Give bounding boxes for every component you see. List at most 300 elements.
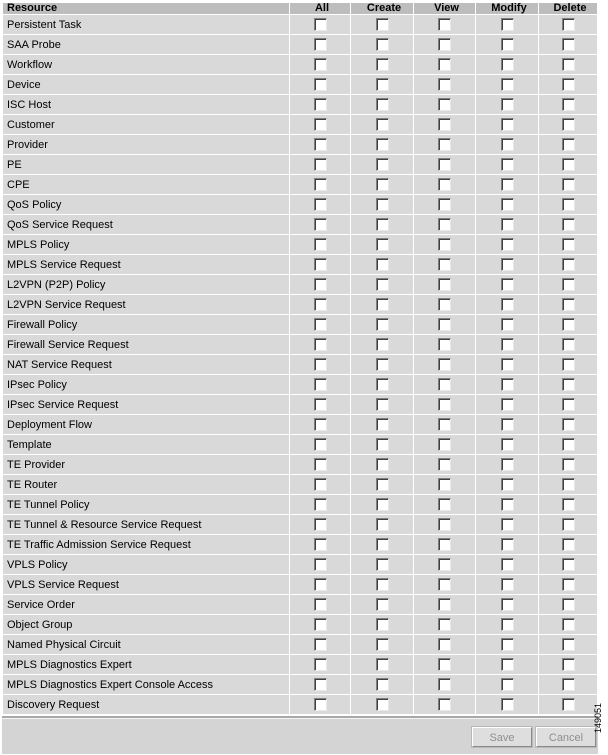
cell-view [414,355,475,374]
create-checkbox[interactable] [376,298,389,311]
create-checkbox[interactable] [376,538,389,551]
all-checkbox[interactable] [314,18,327,31]
resource-name: L2VPN (P2P) Policy [3,275,289,294]
create-checkbox[interactable] [376,338,389,351]
view-checkbox[interactable] [438,138,451,151]
cell-create [351,375,413,394]
resource-name: Firewall Policy [3,315,289,334]
cell-delete [539,595,597,614]
modify-checkbox[interactable] [501,378,514,391]
cell-create [351,575,413,594]
all-checkbox[interactable] [314,258,327,271]
modify-checkbox[interactable] [501,78,514,91]
all-checkbox[interactable] [314,458,327,471]
resource-name: Firewall Service Request [3,335,289,354]
delete-checkbox[interactable] [562,638,575,651]
all-checkbox[interactable] [314,598,327,611]
resource-name: TE Tunnel Policy [3,495,289,514]
delete-checkbox[interactable] [562,298,575,311]
delete-checkbox[interactable] [562,618,575,631]
create-checkbox[interactable] [376,98,389,111]
modify-checkbox[interactable] [501,458,514,471]
modify-checkbox[interactable] [501,258,514,271]
cell-delete [539,15,597,34]
cell-all [290,15,350,34]
cell-view [414,335,475,354]
modify-checkbox[interactable] [501,518,514,531]
cell-create [351,495,413,514]
modify-checkbox[interactable] [501,618,514,631]
table-row [3,135,597,154]
view-checkbox[interactable] [438,678,451,691]
all-checkbox[interactable] [314,438,327,451]
create-checkbox[interactable] [376,318,389,331]
create-checkbox[interactable] [376,18,389,31]
modify-checkbox[interactable] [501,418,514,431]
resource-name: QoS Policy [3,195,289,214]
resource-name: ISC Host [3,95,289,114]
cell-view [414,395,475,414]
modify-checkbox[interactable] [501,278,514,291]
all-checkbox[interactable] [314,58,327,71]
cell-all [290,575,350,594]
modify-checkbox[interactable] [501,158,514,171]
view-checkbox[interactable] [438,78,451,91]
delete-checkbox[interactable] [562,358,575,371]
delete-checkbox[interactable] [562,178,575,191]
resource-name: SAA Probe [3,35,289,54]
cell-all [290,95,350,114]
modify-checkbox[interactable] [501,558,514,571]
modify-checkbox[interactable] [501,538,514,551]
cell-all [290,635,350,654]
view-checkbox[interactable] [438,298,451,311]
cell-delete [539,615,597,634]
modify-checkbox[interactable] [501,98,514,111]
delete-checkbox[interactable] [562,558,575,571]
create-checkbox[interactable] [376,638,389,651]
modify-checkbox[interactable] [501,398,514,411]
cell-delete [539,635,597,654]
delete-checkbox[interactable] [562,318,575,331]
view-checkbox[interactable] [438,38,451,51]
cell-all [290,255,350,274]
table-row [3,275,597,294]
delete-checkbox[interactable] [562,378,575,391]
modify-checkbox[interactable] [501,638,514,651]
all-checkbox[interactable] [314,618,327,631]
all-checkbox[interactable] [314,218,327,231]
view-checkbox[interactable] [438,518,451,531]
modify-checkbox[interactable] [501,678,514,691]
table-row [3,15,597,34]
view-checkbox[interactable] [438,578,451,591]
modify-checkbox[interactable] [501,338,514,351]
cell-all [290,415,350,434]
cell-modify [476,375,538,394]
column-header-view: View [414,3,475,14]
view-checkbox[interactable] [438,458,451,471]
modify-checkbox[interactable] [501,698,514,711]
cell-all [290,135,350,154]
cell-modify [476,675,538,694]
cell-view [414,575,475,594]
create-checkbox[interactable] [376,358,389,371]
cell-all [290,295,350,314]
delete-checkbox[interactable] [562,98,575,111]
cell-view [414,15,475,34]
view-checkbox[interactable] [438,498,451,511]
create-checkbox[interactable] [376,198,389,211]
cell-modify [476,655,538,674]
view-checkbox[interactable] [438,538,451,551]
resource-name: TE Provider [3,455,289,474]
all-checkbox[interactable] [314,78,327,91]
cell-view [414,595,475,614]
create-checkbox[interactable] [376,78,389,91]
create-checkbox[interactable] [376,118,389,131]
all-checkbox[interactable] [314,498,327,511]
view-checkbox[interactable] [438,198,451,211]
all-checkbox[interactable] [314,338,327,351]
table-row [3,595,597,614]
delete-checkbox[interactable] [562,138,575,151]
cell-modify [476,255,538,274]
cell-delete [539,175,597,194]
all-checkbox[interactable] [314,698,327,711]
permissions-table [2,2,598,715]
delete-checkbox[interactable] [562,658,575,671]
table-row [3,395,597,414]
view-checkbox[interactable] [438,338,451,351]
resource-name: Named Physical Circuit [3,635,289,654]
resource-name: Workflow [3,55,289,74]
create-checkbox[interactable] [376,518,389,531]
cell-create [351,215,413,234]
cell-all [290,515,350,534]
resource-name: IPsec Policy [3,375,289,394]
create-checkbox[interactable] [376,138,389,151]
create-checkbox[interactable] [376,698,389,711]
delete-checkbox[interactable] [562,538,575,551]
cell-create [351,615,413,634]
all-checkbox[interactable] [314,478,327,491]
cell-modify [476,15,538,34]
cell-create [351,695,413,714]
all-checkbox[interactable] [314,298,327,311]
all-checkbox[interactable] [314,418,327,431]
all-checkbox[interactable] [314,118,327,131]
all-checkbox[interactable] [314,518,327,531]
cell-create [351,555,413,574]
view-checkbox[interactable] [438,238,451,251]
modify-checkbox[interactable] [501,498,514,511]
view-checkbox[interactable] [438,638,451,651]
figure-number: 149051 [593,702,603,733]
view-checkbox[interactable] [438,478,451,491]
all-checkbox[interactable] [314,198,327,211]
table-row [3,495,597,514]
modify-checkbox[interactable] [501,598,514,611]
view-checkbox[interactable] [438,358,451,371]
delete-checkbox[interactable] [562,518,575,531]
view-checkbox[interactable] [438,378,451,391]
cell-modify [476,295,538,314]
create-checkbox[interactable] [376,558,389,571]
view-checkbox[interactable] [438,618,451,631]
create-checkbox[interactable] [376,38,389,51]
cell-view [414,275,475,294]
cell-create [351,255,413,274]
cell-create [351,415,413,434]
delete-checkbox[interactable] [562,218,575,231]
cell-view [414,35,475,54]
column-header-create: Create [351,3,413,14]
delete-checkbox[interactable] [562,338,575,351]
all-checkbox[interactable] [314,658,327,671]
resource-name: IPsec Service Request [3,395,289,414]
cell-modify [476,335,538,354]
modify-checkbox[interactable] [501,198,514,211]
create-checkbox[interactable] [376,258,389,271]
modify-checkbox[interactable] [501,578,514,591]
cell-create [351,55,413,74]
view-checkbox[interactable] [438,318,451,331]
cell-modify [476,475,538,494]
cell-delete [539,395,597,414]
all-checkbox[interactable] [314,638,327,651]
create-checkbox[interactable] [376,58,389,71]
cell-delete [539,55,597,74]
cell-delete [539,255,597,274]
all-checkbox[interactable] [314,158,327,171]
create-checkbox[interactable] [376,438,389,451]
modify-checkbox[interactable] [501,318,514,331]
all-checkbox[interactable] [314,138,327,151]
cell-delete [539,115,597,134]
view-checkbox[interactable] [438,398,451,411]
cell-view [414,475,475,494]
view-checkbox[interactable] [438,98,451,111]
delete-checkbox[interactable] [562,58,575,71]
view-checkbox[interactable] [438,598,451,611]
view-checkbox[interactable] [438,218,451,231]
table-row [3,655,597,674]
cell-create [351,435,413,454]
create-checkbox[interactable] [376,478,389,491]
cell-delete [539,475,597,494]
cell-modify [476,595,538,614]
delete-checkbox[interactable] [562,258,575,271]
cell-modify [476,515,538,534]
create-checkbox[interactable] [376,658,389,671]
delete-checkbox[interactable] [562,78,575,91]
table-row [3,375,597,394]
delete-checkbox[interactable] [562,598,575,611]
cell-modify [476,555,538,574]
view-checkbox[interactable] [438,278,451,291]
all-checkbox[interactable] [314,178,327,191]
table-row [3,555,597,574]
view-checkbox[interactable] [438,258,451,271]
cell-modify [476,355,538,374]
delete-checkbox[interactable] [562,238,575,251]
delete-checkbox[interactable] [562,698,575,711]
cell-view [414,375,475,394]
resource-name: Provider [3,135,289,154]
modify-checkbox[interactable] [501,38,514,51]
view-checkbox[interactable] [438,658,451,671]
view-checkbox[interactable] [438,418,451,431]
cell-delete [539,375,597,394]
view-checkbox[interactable] [438,158,451,171]
modify-checkbox[interactable] [501,138,514,151]
cell-create [351,235,413,254]
cancel-button[interactable]: Cancel [536,727,596,747]
cell-modify [476,195,538,214]
modify-checkbox[interactable] [501,118,514,131]
view-checkbox[interactable] [438,178,451,191]
cell-all [290,215,350,234]
cell-view [414,175,475,194]
cell-all [290,335,350,354]
resource-name: Customer [3,115,289,134]
delete-checkbox[interactable] [562,18,575,31]
all-checkbox[interactable] [314,558,327,571]
delete-checkbox[interactable] [562,498,575,511]
modify-checkbox[interactable] [501,298,514,311]
create-checkbox[interactable] [376,458,389,471]
cell-modify [476,115,538,134]
all-checkbox[interactable] [314,358,327,371]
modify-checkbox[interactable] [501,658,514,671]
cell-create [351,115,413,134]
resource-name: TE Router [3,475,289,494]
create-checkbox[interactable] [376,598,389,611]
all-checkbox[interactable] [314,678,327,691]
delete-checkbox[interactable] [562,38,575,51]
all-checkbox[interactable] [314,318,327,331]
delete-checkbox[interactable] [562,398,575,411]
cell-view [414,115,475,134]
modify-checkbox[interactable] [501,238,514,251]
table-row [3,95,597,114]
create-checkbox[interactable] [376,158,389,171]
delete-checkbox[interactable] [562,438,575,451]
delete-checkbox[interactable] [562,118,575,131]
delete-checkbox[interactable] [562,458,575,471]
modify-checkbox[interactable] [501,58,514,71]
create-checkbox[interactable] [376,278,389,291]
all-checkbox[interactable] [314,98,327,111]
table-row [3,115,597,134]
all-checkbox[interactable] [314,38,327,51]
all-checkbox[interactable] [314,238,327,251]
create-checkbox[interactable] [376,178,389,191]
delete-checkbox[interactable] [562,198,575,211]
cell-create [351,635,413,654]
delete-checkbox[interactable] [562,278,575,291]
modify-checkbox[interactable] [501,358,514,371]
create-checkbox[interactable] [376,398,389,411]
view-checkbox[interactable] [438,438,451,451]
cell-delete [539,455,597,474]
resource-name: MPLS Diagnostics Expert Console Access [3,675,289,694]
resource-name: TE Tunnel & Resource Service Request [3,515,289,534]
all-checkbox[interactable] [314,398,327,411]
resource-name: Discovery Request [3,695,289,714]
cell-delete [539,275,597,294]
table-row [3,215,597,234]
view-checkbox[interactable] [438,698,451,711]
create-checkbox[interactable] [376,418,389,431]
modify-checkbox[interactable] [501,178,514,191]
create-checkbox[interactable] [376,218,389,231]
modify-checkbox[interactable] [501,18,514,31]
all-checkbox[interactable] [314,278,327,291]
view-checkbox[interactable] [438,558,451,571]
delete-checkbox[interactable] [562,578,575,591]
modify-checkbox[interactable] [501,218,514,231]
delete-checkbox[interactable] [562,478,575,491]
cell-view [414,695,475,714]
modify-checkbox[interactable] [501,438,514,451]
delete-checkbox[interactable] [562,418,575,431]
create-checkbox[interactable] [376,378,389,391]
view-checkbox[interactable] [438,58,451,71]
all-checkbox[interactable] [314,578,327,591]
modify-checkbox[interactable] [501,478,514,491]
view-checkbox[interactable] [438,18,451,31]
all-checkbox[interactable] [314,538,327,551]
create-checkbox[interactable] [376,618,389,631]
cell-delete [539,215,597,234]
cell-all [290,435,350,454]
table-row [3,415,597,434]
cell-all [290,555,350,574]
create-checkbox[interactable] [376,498,389,511]
view-checkbox[interactable] [438,118,451,131]
cell-view [414,655,475,674]
table-row [3,55,597,74]
delete-checkbox[interactable] [562,158,575,171]
cell-modify [476,75,538,94]
cell-delete [539,695,597,714]
cell-modify [476,415,538,434]
cell-view [414,675,475,694]
cell-view [414,95,475,114]
create-checkbox[interactable] [376,578,389,591]
resource-name: NAT Service Request [3,355,289,374]
save-button[interactable]: Save [472,727,532,747]
cell-delete [539,155,597,174]
cell-create [351,275,413,294]
cell-create [351,155,413,174]
cell-create [351,515,413,534]
create-checkbox[interactable] [376,238,389,251]
cell-view [414,295,475,314]
table-row [3,235,597,254]
table-row [3,355,597,374]
all-checkbox[interactable] [314,378,327,391]
cell-modify [476,435,538,454]
cell-all [290,455,350,474]
cell-delete [539,75,597,94]
create-checkbox[interactable] [376,678,389,691]
cell-create [351,535,413,554]
delete-checkbox[interactable] [562,678,575,691]
table-row [3,295,597,314]
